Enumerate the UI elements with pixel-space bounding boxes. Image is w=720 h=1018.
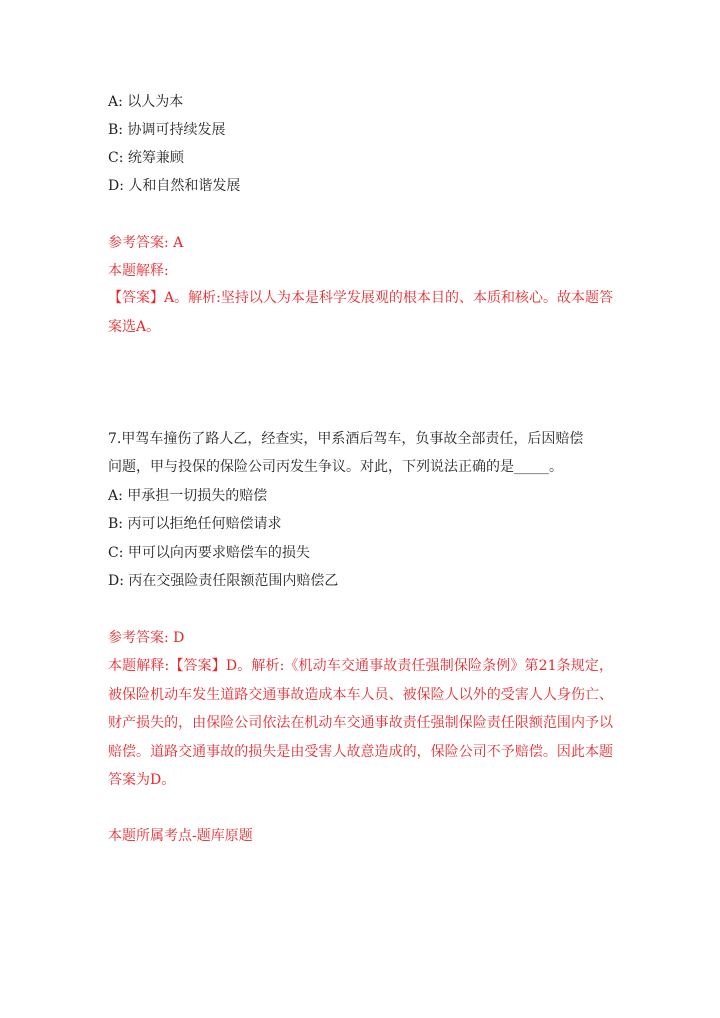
- q6-option-c: C: 统筹兼顾: [108, 150, 184, 166]
- q6-explanation: 【答案】A。解析:坚持以人为本是科学发展观的根本目的、本质和核心。故本题答案选A。: [108, 290, 613, 335]
- q6-option-b: B: 协调可持续发展: [108, 122, 226, 138]
- q7-option-d: D: 丙在交强险责任限额范围内赔偿乙: [108, 573, 339, 589]
- q7-question-line2: 问题，甲与投保的保险公司丙发生争议。对此，下列说法正确的是_____。: [108, 459, 563, 475]
- q7-explanation: 本题解释:【答案】D。解析:《机动车交通事故责任强制保险条例》第21条规定，被保险机动车发生道路交通事故造成本车人员、被保险人以外的受害人人身伤亡、财产损失的，由保险公司依法在机动车交通事故责任强制保险责任限额范围内予以赔偿。道路交通事故的损失是由受害人故意造成的，保险公司不予赔偿。因此本题答案为D。: [108, 658, 613, 789]
- q6-answer: 参考答案: A: [108, 235, 184, 251]
- q7-option-b: B: 丙可以拒绝任何赔偿请求: [108, 516, 282, 532]
- q7-option-a: A: 甲承担一切损失的赔偿: [108, 488, 268, 504]
- q6-option-d: D: 人和自然和谐发展: [108, 178, 241, 194]
- q7-option-c: C: 甲可以向丙要求赔偿车的损失: [108, 545, 310, 561]
- footer-note: 本题所属考点-题库原题: [108, 828, 253, 844]
- q6-explain-label: 本题解释:: [108, 263, 169, 279]
- q6-option-a: A: 以人为本: [108, 94, 184, 110]
- q7-question-line1: 7.甲驾车撞伤了路人乙，经查实，甲系酒后驾车，负事故全部责任，后因赔偿: [108, 431, 584, 447]
- q7-answer: 参考答案: D: [108, 630, 185, 646]
